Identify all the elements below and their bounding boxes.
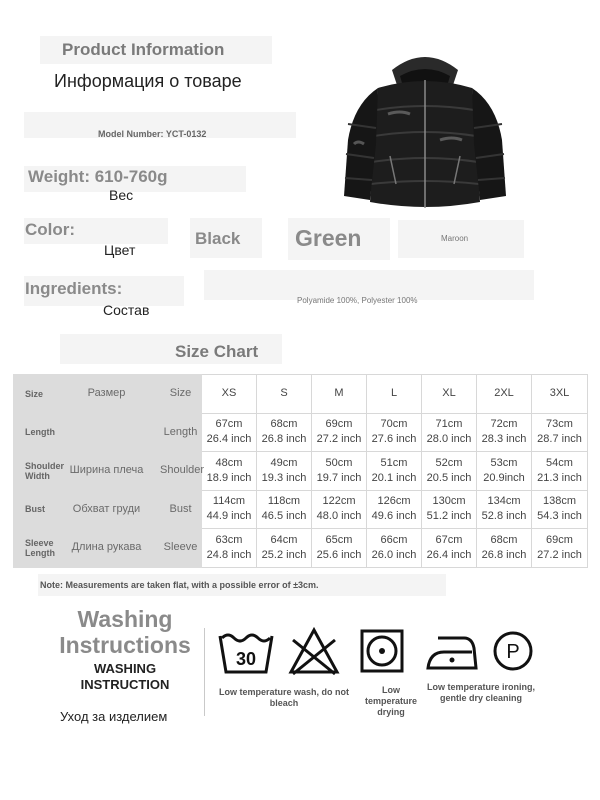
measurement-cm: 49cm	[270, 456, 298, 469]
measure-name-cell: Sleeve	[160, 529, 202, 568]
measurement-cm: 72cm	[490, 418, 518, 431]
measure-name-cell: Shoulder Width	[14, 452, 54, 491]
measurement-cm: 130cm	[432, 495, 466, 508]
measurement-cm: 138cm	[542, 495, 577, 508]
measure-name-ru-cell: Обхват груди	[54, 490, 160, 529]
measurement-cm: 70cm	[380, 418, 408, 431]
size-header-row	[14, 375, 588, 414]
size-header-cell: Size	[14, 375, 54, 414]
measure-name-cell: Length	[160, 413, 202, 452]
measurement-cm: 50cm	[325, 456, 353, 469]
measurement-cell	[422, 452, 477, 491]
measurement-inch: 26.8 inch	[481, 548, 527, 561]
wash-30-icon	[216, 628, 276, 676]
size-label-cell: XS	[202, 375, 257, 414]
measurement-cm: 67cm	[435, 533, 463, 546]
measure-name-cell: Sleeve Length	[14, 529, 54, 568]
size-label-cell: S	[257, 375, 312, 414]
measurement-inch: 44.9 inch	[206, 510, 252, 523]
measurement-cell	[257, 452, 312, 491]
measure-name-cell: Shoulder	[160, 452, 202, 491]
measurement-inch: 26.4 inch	[426, 548, 472, 561]
measurement-cell	[257, 490, 312, 529]
product-info-title: Product Information	[62, 40, 225, 59]
measurement-cell	[257, 413, 312, 452]
measurement-cm: 118cm	[267, 495, 301, 508]
product-info-title-ru: Информация о товаре	[54, 71, 242, 91]
model-number: Model Number: YCT-0132	[98, 129, 207, 139]
measure-name-cell: Length	[14, 413, 54, 452]
measurement-cm: 48cm	[215, 456, 243, 469]
measurement-inch: 19.3 inch	[261, 471, 307, 484]
jacket-image	[330, 44, 520, 214]
measurement-inch: 24.8 inch	[206, 548, 252, 561]
measurement-cell	[532, 452, 588, 491]
measurement-cm: 52cm	[435, 456, 463, 469]
measurement-cm: 71cm	[435, 418, 463, 431]
measurement-cell	[202, 529, 257, 568]
size-chart-row	[14, 490, 588, 529]
size-label-cell: M	[312, 375, 367, 414]
size-chart-row	[14, 452, 588, 491]
color-label: Color:	[25, 220, 76, 239]
iron-caption: Low temperature ironing, gentle dry cleaning	[426, 682, 535, 703]
measurement-cm: 126cm	[377, 495, 411, 508]
measurement-inch: 28.0 inch	[426, 433, 472, 446]
measurement-inch: 20.1 inch	[371, 471, 417, 484]
washing-title-ru: Уход за изделием	[60, 709, 168, 724]
iron-low-icon	[424, 630, 480, 674]
size-label-cell: 2XL	[477, 375, 532, 414]
measurement-cell	[367, 413, 422, 452]
measurement-cm: 66cm	[380, 533, 408, 546]
measurement-cm: 67cm	[215, 418, 243, 431]
ingredients-label: Ingredients:	[25, 279, 123, 298]
washing-title-caps: WASHING INSTRUCTION	[80, 661, 170, 692]
measurement-inch: 26.8 inch	[261, 433, 307, 446]
measure-name-cell: Bust	[14, 490, 54, 529]
measurement-cell	[367, 452, 422, 491]
measurement-cm: 122cm	[322, 495, 356, 508]
measurement-cm: 69cm	[325, 418, 353, 431]
color-option-maroon: Maroon	[441, 234, 469, 243]
color-option-green: Green	[295, 225, 362, 251]
measurement-cm: 68cm	[270, 418, 298, 431]
size-label-cell: L	[367, 375, 422, 414]
measurement-cell	[202, 413, 257, 452]
measurement-cell	[477, 490, 532, 529]
dry-clean-p-icon	[492, 630, 534, 672]
measurement-cell	[532, 529, 588, 568]
measurement-inch: 46.5 inch	[261, 510, 307, 523]
size-header-ru-cell: Размер	[54, 375, 160, 414]
measurement-cell	[422, 529, 477, 568]
measurement-cm: 53cm	[490, 456, 518, 469]
measurement-inch: 27.2 inch	[537, 548, 582, 561]
measurement-cm: 68cm	[490, 533, 518, 546]
measurement-cell	[312, 529, 367, 568]
measurement-inch: 25.2 inch	[261, 548, 307, 561]
color-option-black: Black	[195, 229, 241, 248]
ingredients-value: Polyamide 100%, Polyester 100%	[297, 296, 418, 305]
tumble-dry-low-icon	[360, 629, 404, 673]
measure-name-ru-cell: Ширина плеча	[54, 452, 160, 491]
ingredients-sub-ru: Состав	[103, 302, 150, 318]
size-chart-row	[14, 529, 588, 568]
measurement-cm: 63cm	[215, 533, 243, 546]
measurement-cell	[202, 452, 257, 491]
measurement-cell	[367, 529, 422, 568]
measurement-inch: 18.9 inch	[206, 471, 252, 484]
size-label-cell: 3XL	[532, 375, 588, 414]
wash-caption: Low temperature wash, do not bleach	[218, 687, 349, 708]
measurement-cell	[257, 529, 312, 568]
measurement-cell	[422, 413, 477, 452]
weight-label: Weight: 610-760g	[28, 167, 168, 186]
color-sub-ru: Цвет	[104, 242, 136, 258]
measurement-inch: 21.3 inch	[537, 471, 582, 484]
dry-clean-mark: P	[506, 641, 520, 663]
measurement-cell	[532, 413, 588, 452]
measurement-cell	[477, 529, 532, 568]
measurement-inch: 25.6 inch	[316, 548, 362, 561]
measurement-inch: 28.3 inch	[481, 433, 527, 446]
measurement-cm: 65cm	[325, 533, 353, 546]
no-bleach-icon	[287, 626, 341, 676]
measurement-inch: 28.7 inch	[537, 433, 582, 446]
measurement-inch: 20.5 inch	[426, 471, 472, 484]
measurement-inch: 52.8 inch	[481, 510, 527, 523]
size-header-cell: Size	[160, 375, 202, 414]
measurement-inch: 51.2 inch	[426, 510, 472, 523]
size-chart-table	[13, 374, 588, 568]
measurement-inch: 19.7 inch	[316, 471, 362, 484]
measurement-cm: 54cm	[546, 456, 573, 469]
measurement-inch: 48.0 inch	[316, 510, 362, 523]
measure-name-ru-cell: Длина рукава	[54, 529, 160, 568]
measurement-inch: 49.6 inch	[371, 510, 417, 523]
washing-title: Washing Instructions	[59, 606, 191, 658]
measurement-cell	[312, 413, 367, 452]
measurement-cell	[312, 452, 367, 491]
measurement-inch: 27.2 inch	[316, 433, 362, 446]
measurement-cell	[477, 452, 532, 491]
measurement-cell	[422, 490, 477, 529]
measurement-cell	[367, 490, 422, 529]
measurement-cell	[532, 490, 588, 529]
measurement-cell	[477, 413, 532, 452]
measurement-cm: 51cm	[380, 456, 408, 469]
measure-name-cell: Bust	[160, 490, 202, 529]
size-chart-title: Size Chart	[175, 342, 259, 361]
measurement-cm: 69cm	[546, 533, 573, 546]
measure-name-ru-cell	[54, 413, 160, 452]
measurement-cm: 114cm	[212, 495, 246, 508]
measurement-cm: 64cm	[270, 533, 298, 546]
measurement-inch: 20.9inch	[483, 471, 525, 484]
measurement-cm: 73cm	[546, 418, 573, 431]
measurement-note: Note: Measurements are taken flat, with a possible error of ±3cm.	[40, 580, 319, 590]
divider	[204, 628, 205, 716]
measurement-cell	[312, 490, 367, 529]
measurement-inch: 27.6 inch	[371, 433, 417, 446]
measurement-inch: 54.3 inch	[537, 510, 582, 523]
measurement-inch: 26.0 inch	[371, 548, 417, 561]
measurement-cell	[202, 490, 257, 529]
measurement-cm: 134cm	[487, 495, 521, 508]
weight-sub-ru: Вес	[109, 187, 134, 203]
size-chart-row	[14, 413, 588, 452]
measurement-inch: 26.4 inch	[206, 433, 252, 446]
dry-caption: Low temperature drying	[364, 685, 418, 717]
wash-temp-label: 30	[235, 649, 257, 669]
size-label-cell: XL	[422, 375, 477, 414]
